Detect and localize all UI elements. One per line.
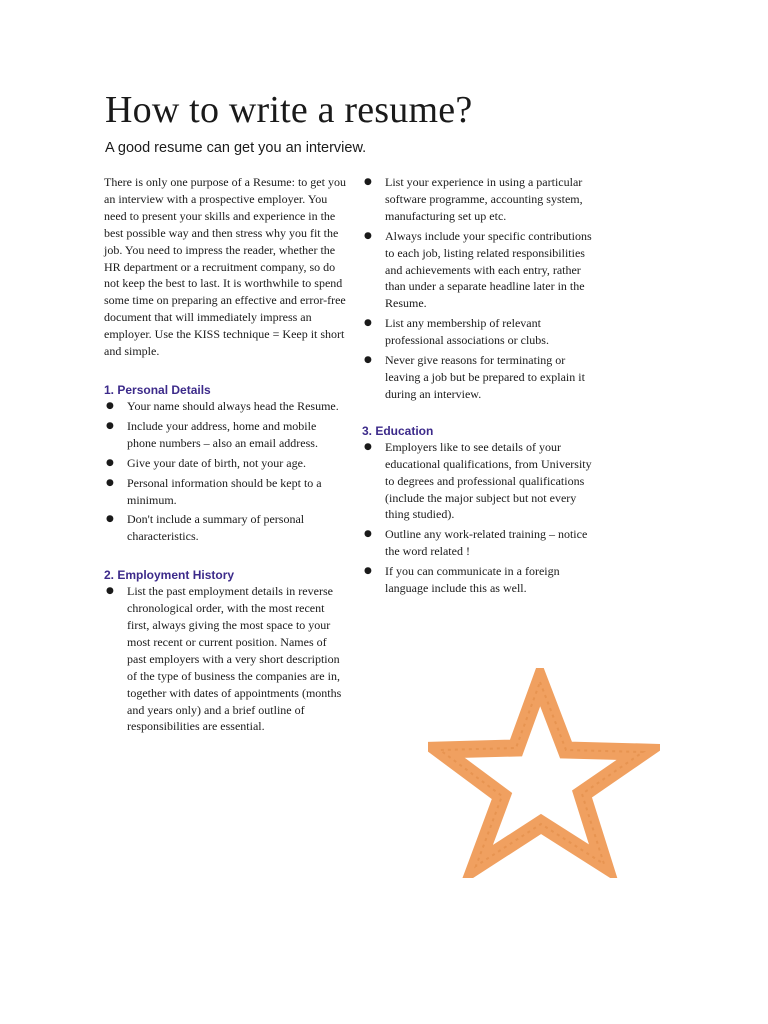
- section-heading-employment-history: 2. Employment History: [104, 568, 235, 583]
- list-item: ● List the past employment details in reverse chronological order, with the most recent first, always giving the most space to your most recent or current position. Names of past employers with a very short description of the type of business the companies are in, together with dates of appointments (months and years only) and a brief outline of responsibilities are essential.: [106, 584, 342, 734]
- bullet-icon: ●: [106, 586, 114, 597]
- list-item: ● Employers like to see details of your educational qualifications, from University to degrees and professional qualifications (include the major subject but not every thing studied).: [364, 439, 592, 522]
- bullet-icon: ●: [106, 420, 114, 431]
- bullet-icon: ●: [364, 441, 372, 452]
- list-item: ● Always include your specific contributions to each job, listing related responsibilities and achievements with each entry, rather than under a separate headline later in the Resume.: [364, 228, 592, 311]
- list-item: ● Your name should always head the Resume.: [106, 398, 339, 413]
- left-column: [104, 174, 346, 757]
- employment-history-list-continued: [362, 174, 598, 403]
- bullet-icon: ●: [364, 230, 372, 241]
- list-item: ● Never give reasons for terminating or leaving a job but be prepared to explain it during an interview.: [364, 353, 585, 401]
- bullet-icon: ●: [364, 355, 372, 366]
- bullet-icon: ●: [106, 457, 114, 468]
- list-item: ● Outline any work-related training – notice the word related !: [364, 527, 588, 559]
- bullet-icon: ●: [364, 529, 372, 540]
- education-list: [362, 439, 598, 597]
- section-heading-personal-details: 1. Personal Details: [104, 382, 211, 397]
- page-subtitle: A good resume can get you an interview.: [105, 140, 367, 156]
- list-item: ● Don't include a summary of personal characteristics.: [106, 512, 305, 544]
- bullet-icon: ●: [106, 514, 114, 525]
- employment-history-list: [104, 583, 346, 735]
- list-item: ● List your experience in using a particular software programme, accounting system, manufacturing set up etc.: [364, 175, 583, 223]
- list-item: ● Personal information should be kept to a minimum.: [106, 475, 322, 507]
- intro-paragraph: There is only one purpose of a Resume: to get you an interview with a prospective employer. You need to present your skills and experience in the best possible way and then stress why you fit the job. You need to impress the reader, whether the HR department or a recruitment company, so do not keep the best to last. It is worthwhile to spend some time on preparing an effective and error-free document that will immediately impress an employer. Use the KISS technique = Keep it short and simple.: [104, 175, 346, 359]
- star-icon: [428, 668, 660, 878]
- bullet-icon: ●: [106, 400, 114, 411]
- list-item: ● If you can communicate in a foreign language include this as well.: [364, 564, 560, 596]
- bullet-icon: ●: [364, 177, 372, 187]
- right-column: [362, 174, 598, 617]
- list-item: ● List any membership of relevant professional associations or clubs.: [364, 316, 549, 348]
- star-illustration: [428, 668, 660, 878]
- bullet-icon: ●: [106, 477, 114, 488]
- bullet-icon: ●: [364, 566, 372, 577]
- list-item: ● Give your date of birth, not your age.: [106, 455, 306, 470]
- bullet-icon: ●: [364, 318, 372, 329]
- personal-details-list: [104, 398, 346, 545]
- page-title: How to write a resume?: [105, 89, 473, 131]
- list-item: ● Include your address, home and mobile phone numbers – also an email address.: [106, 418, 318, 450]
- section-heading-education: 3. Education: [362, 423, 434, 438]
- star-outline: [440, 682, 643, 866]
